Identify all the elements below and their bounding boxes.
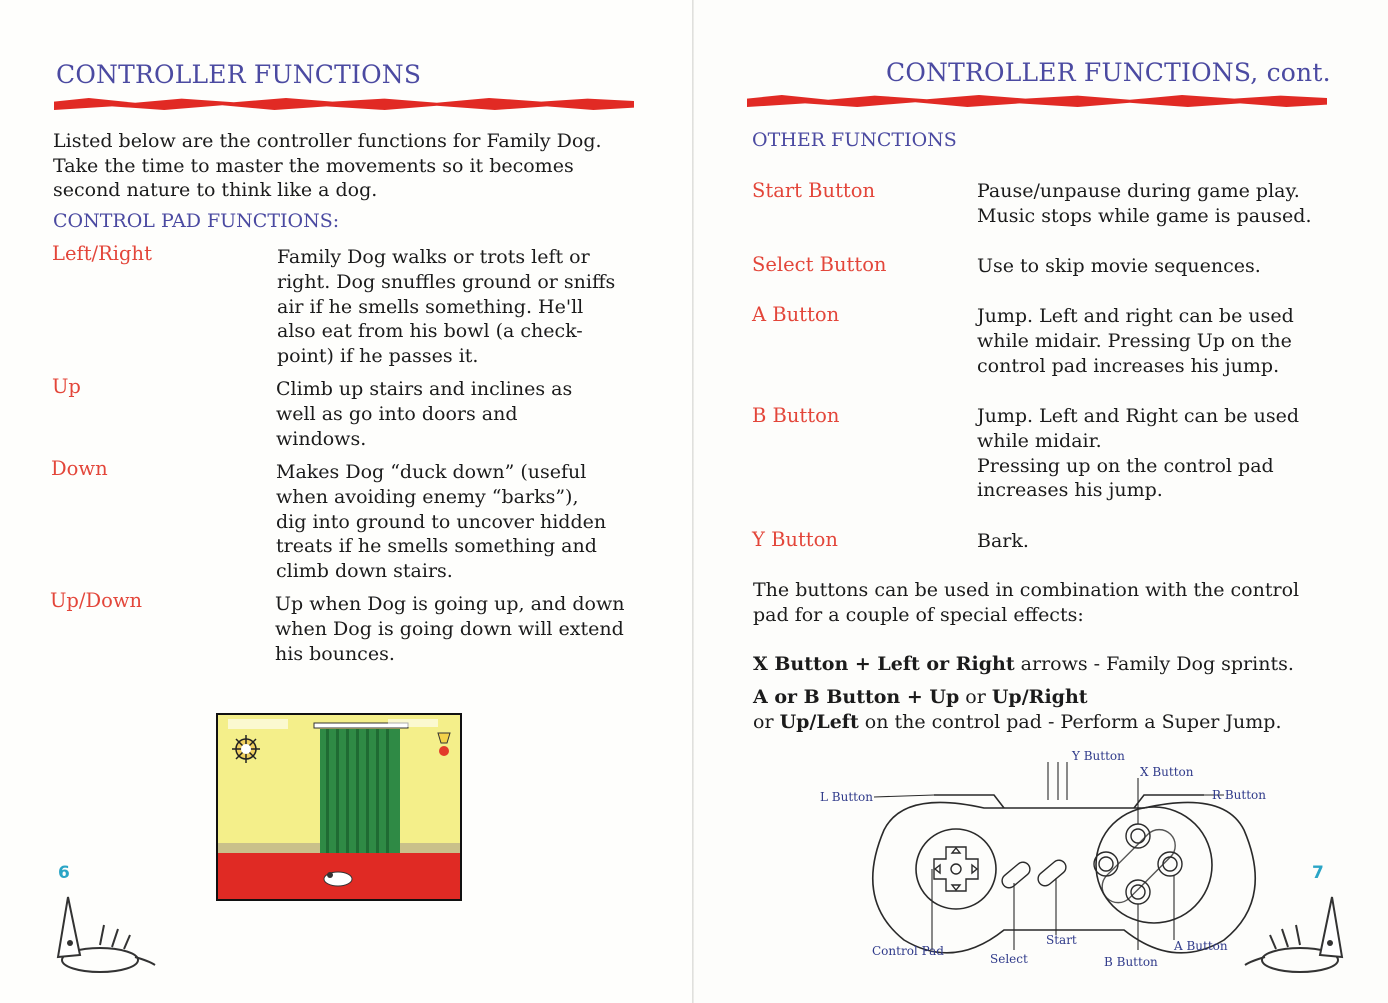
label-x-button: X Button	[1140, 765, 1194, 779]
combo-sprint: X Button + Left or Right arrows - Family Dog sprints.	[753, 653, 1294, 675]
term-up-down: Up/Down	[50, 589, 143, 612]
desc-left-right: Family Dog walks or trots left or right. Dog snuffles ground or sniffs air if he smells something. He'll also eat from his bowl (a check- point) if he passes it.	[277, 246, 616, 368]
desc-y-button: Bark.	[977, 530, 1029, 552]
control-pad-functions-heading: CONTROL PAD FUNCTIONS:	[53, 210, 340, 232]
intro-line: Listed below are the controller functions for Family Dog.	[53, 130, 602, 152]
left-intro	[53, 129, 653, 203]
game-scene-art	[218, 715, 460, 899]
desc-up: Climb up stairs and inclines as well as go into doors and windows.	[276, 378, 573, 450]
desc-start-button: Pause/unpause during game play. Music stops while game is paused.	[977, 180, 1312, 227]
right-page	[694, 0, 1388, 1003]
combo-sprint-keys: X Button + Left or Right	[753, 653, 1015, 675]
left-page-title: CONTROLLER FUNCTIONS	[56, 60, 422, 89]
game-screenshot	[216, 713, 462, 901]
desc-down: Makes Dog “duck down” (useful when avoiding enemy “barks”), dig into ground to uncover hidden treats if he smells something and climb down stairs.	[276, 461, 607, 583]
term-left-right: Left/Right	[52, 242, 152, 265]
page-number-right: 7	[1312, 863, 1324, 883]
intro-line: Take the time to master the movements so it becomes	[53, 154, 574, 177]
other-functions-heading: OTHER FUNCTIONS	[752, 129, 957, 151]
combo-super-jump: A or B Button + Up or Up/Right or Up/Left on the control pad - Perform a Super Jump.	[753, 686, 1282, 733]
label-l-button: L Button	[820, 790, 873, 804]
label-a-button: A Button	[1174, 939, 1228, 953]
right-title-underline	[747, 95, 1327, 107]
label-y-button: Y Button	[1072, 750, 1125, 763]
intro-line: second nature to think like a dog.	[53, 179, 378, 201]
desc-select-button: Use to skip movie sequences.	[977, 255, 1261, 277]
label-start: Start	[1046, 933, 1077, 947]
page-number-left: 6	[58, 863, 70, 883]
right-page-title: CONTROLLER FUNCTIONS, cont.	[886, 58, 1331, 87]
label-select: Select	[990, 952, 1028, 966]
dog-mascot-icon	[40, 885, 160, 985]
desc-a-button: Jump. Left and right can be used while midair. Pressing Up on the control pad increases his jump.	[977, 305, 1294, 377]
term-select-button: Select Button	[752, 253, 887, 276]
label-b-button: B Button	[1104, 955, 1158, 969]
dog-mascot-icon	[1240, 885, 1360, 985]
left-page	[0, 0, 692, 1003]
term-up: Up	[52, 375, 81, 398]
label-control-pad: Control Pad	[872, 944, 944, 958]
term-start-button: Start Button	[752, 179, 876, 202]
left-title-underline	[54, 98, 634, 110]
term-y-button: Y Button	[752, 528, 838, 551]
desc-up-down: Up when Dog is going up, and down when Dog is going down will extend his bounces.	[275, 593, 625, 665]
desc-b-button: Jump. Left and Right can be used while midair. Pressing up on the control pad increases his jump.	[977, 405, 1299, 502]
combo-intro: The buttons can be used in combination with the control pad for a couple of special effects:	[753, 579, 1300, 626]
term-down: Down	[51, 457, 108, 480]
term-a-button: A Button	[752, 303, 840, 326]
term-b-button: B Button	[752, 404, 840, 427]
label-r-button: R Button	[1212, 788, 1266, 802]
combo-jump-keys: A or B Button + Up	[753, 686, 960, 708]
